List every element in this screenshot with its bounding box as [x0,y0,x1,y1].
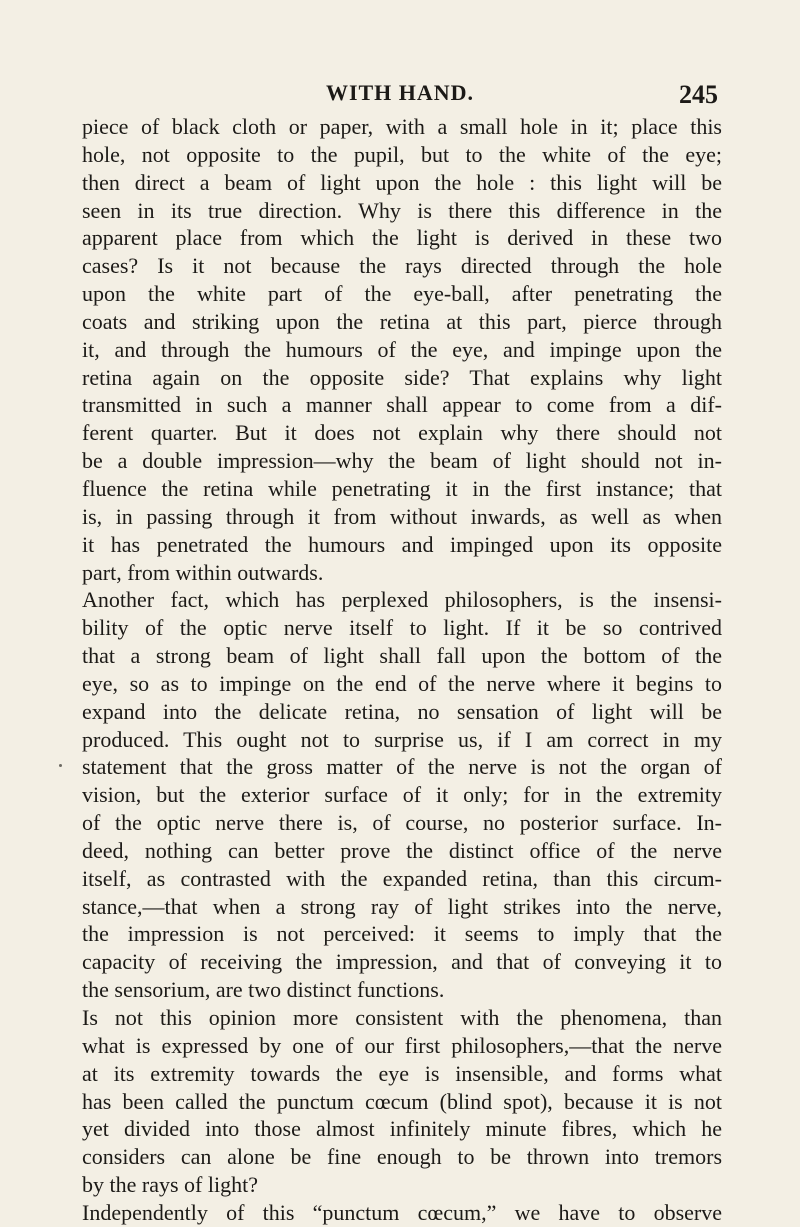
text-line: statement that the gross matter of the nerve is not the organ of [82,754,722,780]
text-line: itself, as contrasted with the expanded retina, than this circum- [82,865,722,891]
text-line: it has penetrated the humours and impinged upon its opposite [82,531,722,557]
text-line: Independently of this “punctum cœcum,” we have to observe [82,1199,722,1225]
text-line: produced. This ought not to surprise us, if I am correct in my [82,726,722,752]
text-line: apparent place from which the light is derived in these two [82,225,722,251]
text-line: by the rays of light? [82,1172,258,1198]
text-line: of the optic nerve there is, of course, no posterior surface. In- [82,810,722,836]
text-line: hole, not opposite to the pupil, but to the white of the eye; [82,141,722,167]
body-text [82,113,722,1227]
page-number: 245 [679,80,718,109]
running-head-title: WITH HAND. [325,80,475,105]
text-line: piece of black cloth or paper, with a small hole in it; place this [82,114,722,139]
text-line: part, from within outwards. [82,559,324,585]
text-line: deed, nothing can better prove the distinct office of the nerve [82,837,722,863]
text-line: yet divided into those almost infinitely minute fibres, which he [82,1116,722,1142]
text-line: considers can alone be fine enough to be thrown into tremors [82,1144,722,1170]
text-line: Is not this opinion more consistent with the phenomena, than [82,1005,722,1030]
text-line: Another fact, which has perplexed philosophers, is the insensi- [82,587,722,613]
text-line: what is expressed by one of our first philosophers,—that the nerve [82,1032,722,1058]
text-line: expand into the delicate retina, no sensation of light will be [82,698,722,724]
text-line: it, and through the humours of the eye, and impinge upon the [82,336,722,362]
text-line: is, in passing through it from without inwards, as well as when [82,503,722,529]
text-line: that a strong beam of light shall fall upon the bottom of the [82,643,722,669]
text-line: cases? Is it not because the rays directed through the hole [82,253,722,279]
paper-speck [59,764,62,767]
text-line: fluence the retina while penetrating it in the first instance; that [82,475,722,501]
text-line: coats and striking upon the retina at this part, pierce through [82,308,722,334]
text-line: the impression is not perceived: it seems to imply that the [82,921,722,947]
text-line: at its extremity towards the eye is insensible, and forms what [82,1060,722,1086]
text-line: the sensorium, are two distinct functions. [82,977,445,1003]
text-line: retina again on the opposite side? That explains why light [82,364,722,390]
text-line: seen in its true direction. Why is there this difference in the [82,197,722,223]
text-line: be a double impression—why the beam of light should not in- [82,448,722,474]
text-line: vision, but the exterior surface of it only; for in the extremity [82,782,722,808]
text-line: capacity of receiving the impression, and that of conveying it to [82,949,722,975]
text-line: eye, so as to impinge on the end of the nerve where it begins to [82,670,722,696]
running-head [0,80,800,110]
text-line: transmitted in such a manner shall appear to come from a dif- [82,392,722,418]
text-line: ferent quarter. But it does not explain why there should not [82,420,722,446]
text-line: has been called the punctum cœcum (blind spot), because it is not [82,1088,722,1114]
text-line: stance,—that when a strong ray of light strikes into the nerve, [82,893,722,919]
text-line: upon the white part of the eye-ball, after penetrating the [82,281,722,307]
text-line: bility of the optic nerve itself to light. If it be so contrived [82,615,722,641]
text-line: then direct a beam of light upon the hole : this light will be [82,169,722,195]
